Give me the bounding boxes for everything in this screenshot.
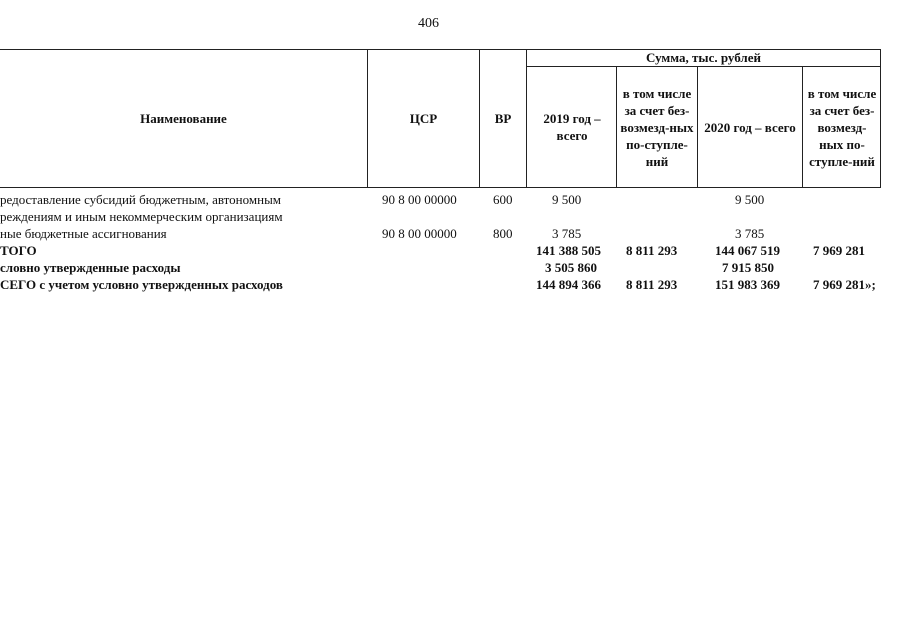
row-name: ные бюджетные ассигнования	[0, 226, 167, 241]
row-2020-grants: 7 969 281	[813, 243, 865, 258]
table-row	[0, 225, 905, 242]
header-name: Наименование	[140, 110, 227, 126]
row-2019-total: 3 505 860	[545, 260, 597, 275]
row-2020-total: 7 915 850	[722, 260, 774, 275]
table-row-conditional	[0, 259, 905, 276]
page-number: 406	[418, 16, 439, 31]
table-row	[0, 191, 905, 208]
row-2019-grants: 8 811 293	[626, 277, 678, 292]
row-name: СЕГО с учетом условно утвержденных расходов	[0, 277, 283, 292]
row-2019-total: 144 894 366	[536, 277, 601, 292]
row-2019-total: 9 500	[552, 192, 582, 207]
row-2020-grants: 7 969 281»;	[813, 277, 876, 292]
row-csr: 90 8 00 00000	[382, 192, 457, 207]
row-2019-total: 3 785	[552, 226, 582, 241]
header-2019-total: 2019 год – всего	[543, 111, 601, 143]
row-name: реждениям и иным некоммерческим организациям	[0, 209, 283, 224]
row-2020-total: 3 785	[735, 226, 765, 241]
table-row-total	[0, 242, 905, 259]
table-row-grand-total	[0, 276, 905, 293]
table-header	[0, 49, 881, 187]
row-csr: 90 8 00 00000	[382, 226, 457, 241]
row-2019-total: 141 388 505	[536, 243, 601, 258]
header-vr: ВР	[494, 110, 512, 126]
row-2019-grants: 8 811 293	[626, 243, 678, 258]
header-2020-grants: в том числе за счет без-возмезд-ных по-ступле-ний	[807, 85, 877, 169]
row-vr: 600	[493, 192, 513, 207]
row-name: словно утвержденные расходы	[0, 260, 181, 275]
row-2020-total: 151 983 369	[715, 277, 780, 292]
row-vr: 800	[493, 226, 513, 241]
row-name: ТОГО	[0, 243, 37, 258]
header-2020-total: 2020 год – всего	[704, 119, 796, 135]
row-2020-total: 144 067 519	[715, 243, 780, 258]
row-2020-total: 9 500	[735, 192, 765, 207]
row-name: редоставление субсидий бюджетным, автономным	[0, 192, 282, 207]
header-csr: ЦСР	[409, 110, 438, 126]
table-row	[0, 208, 905, 225]
header-2019-grants: в том числе за счет без-возмезд-ных по-ступле-ний	[620, 85, 694, 169]
header-sum-group: Сумма, тыс. рублей	[646, 50, 761, 65]
